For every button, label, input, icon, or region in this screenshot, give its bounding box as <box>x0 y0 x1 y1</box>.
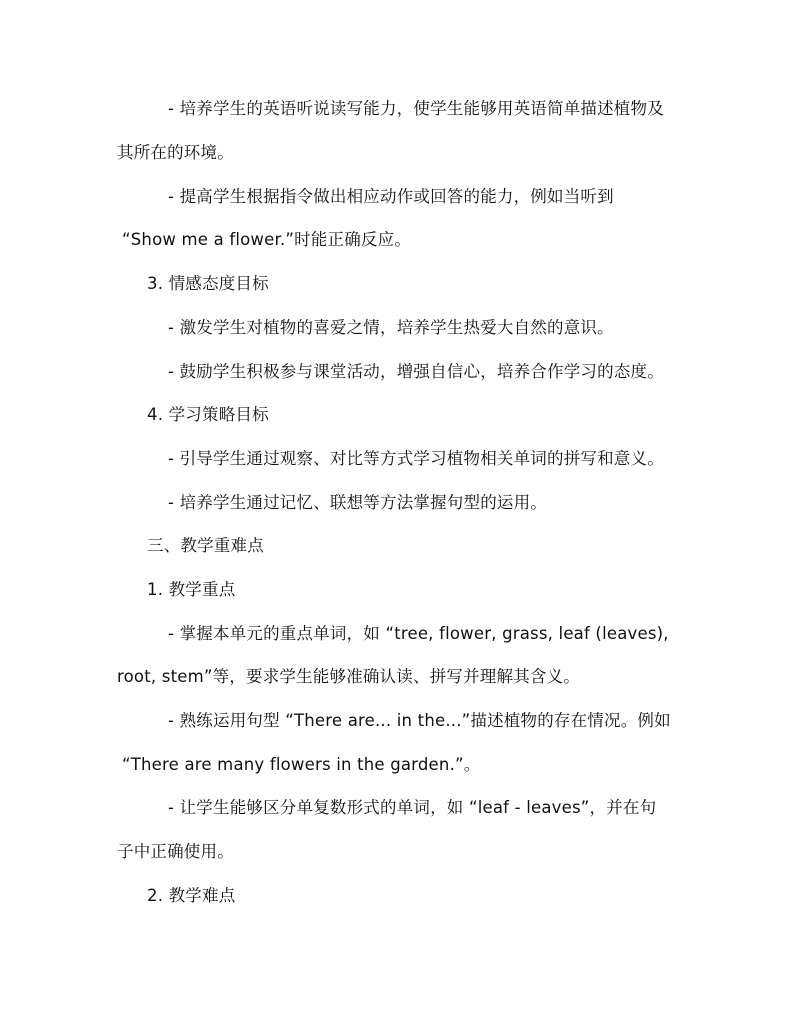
subheading-difficult-points: 2. 教学难点 <box>147 886 236 905</box>
strategy-item-2: - 培养学生通过记忆、联想等方法掌握句型的运用。 <box>168 493 547 512</box>
key-point-plural-line-2: 子中正确使用。 <box>117 842 234 861</box>
objective-instruction-line-1: - 提高学生根据指令做出相应动作或回答的能力，例如当听到 <box>168 187 614 206</box>
subheading-key-points: 1. 教学重点 <box>147 580 236 599</box>
attitude-item-2: - 鼓励学生积极参与课堂活动，增强自信心，培养合作学习的态度。 <box>168 362 664 381</box>
objective-skill-line-1: - 培养学生的英语听说读写能力，使学生能够用英语简单描述植物及 <box>168 99 664 118</box>
key-point-sentence-line-1: - 熟练运用句型 “There are... in the...”描述植物的存在情况。例如 <box>168 711 671 730</box>
strategy-item-1: - 引导学生通过观察、对比等方式学习植物相关单词的拼写和意义。 <box>168 449 664 468</box>
key-point-vocab-line-1: - 掌握本单元的重点单词，如 “tree, flower, grass, leaf (leaves), <box>168 624 669 643</box>
section-heading-strategy: 4. 学习策略目标 <box>147 405 269 424</box>
attitude-item-1: - 激发学生对植物的喜爱之情，培养学生热爱大自然的意识。 <box>168 318 614 337</box>
section-heading-key-difficult: 三、教学重难点 <box>147 536 264 555</box>
objective-skill-line-2: 其所在的环境。 <box>117 143 234 162</box>
key-point-sentence-line-2: “There are many flowers in the garden.”。 <box>122 755 481 774</box>
section-heading-attitude: 3. 情感态度目标 <box>147 274 269 293</box>
key-point-plural-line-1: - 让学生能够区分单复数形式的单词，如 “leaf - leaves”，并在句 <box>168 798 657 817</box>
objective-instruction-line-2: “Show me a flower.”时能正确反应。 <box>122 230 412 249</box>
key-point-vocab-line-2: root, stem”等，要求学生能够准确认读、拼写并理解其含义。 <box>117 667 581 686</box>
